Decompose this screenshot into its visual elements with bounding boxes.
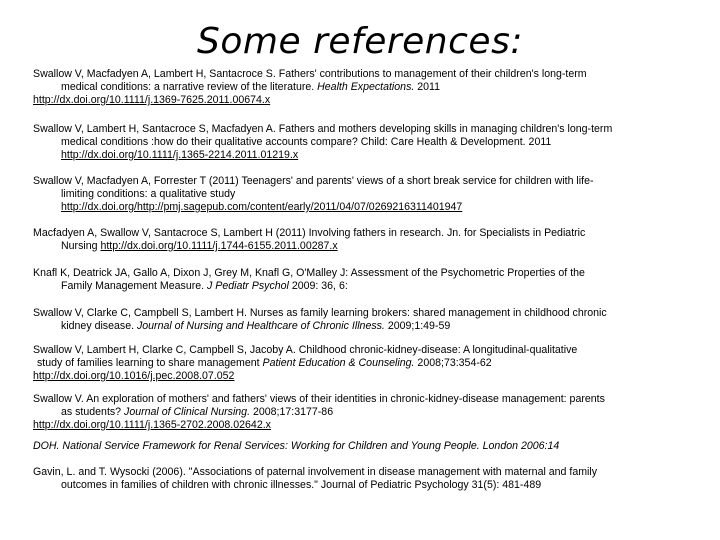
reference-text: Knafl K, Deatrick JA, Gallo A, Dixon J, Grey M, Knafl G, O'Malley J: Assessment of the Psychometric Properties of the — [33, 267, 585, 279]
reference-text-cont: outcomes in families of children with chronic illnesses." Journal of Pediatric Psychology 31(5): 481-489 — [61, 479, 542, 491]
reference-text-cont: Family Management Measure. J Pediatr Psychol 2009: 36, 6: — [61, 280, 348, 292]
reference-item — [33, 344, 577, 383]
reference-text-cont: limiting conditions: a qualitative study — [61, 188, 236, 200]
reference-text: DOH. National Service Framework for Renal Services: Working for Children and Young People. London 2006:14 — [33, 440, 560, 452]
reference-item — [33, 227, 585, 253]
reference-text: Swallow V. An exploration of mothers' and fathers' views of their identities in chronic-kidney-disease management: parents — [33, 393, 605, 405]
reference-doi-link[interactable]: http://dx.doi.org/10.1111/j.1369-7625.2011.00674.x — [33, 94, 271, 106]
journal-name: J Pediatr Psychol — [207, 280, 289, 292]
reference-text: Macfadyen A, Swallow V, Santacroce S, Lambert H (2011) Involving fathers in research. Jn. for Specialists in Pediatric — [33, 227, 586, 239]
reference-item — [33, 175, 593, 214]
reference-text: Swallow V, Macfadyen A, Forrester T (2011) Teenagers' and parents' views of a short break service for children with life- — [33, 175, 594, 187]
reference-item — [33, 68, 587, 107]
reference-text-cont: Nursing http://dx.doi.org/10.1111/j.1744-6155.2011.00287.x — [61, 240, 338, 252]
reference-text-cont: study of families learning to share management Patient Education & Counseling. 2008;73:354-62 — [37, 357, 492, 369]
reference-doi-link[interactable]: http://dx.doi.org/http://pmj.sagepub.com/content/early/2011/04/07/0269216311401947 — [61, 201, 463, 213]
reference-item — [33, 267, 585, 293]
reference-item — [33, 440, 559, 453]
journal-name: Journal of Clinical Nursing. — [124, 406, 251, 418]
reference-text: Swallow V, Lambert H, Clarke C, Campbell S, Jacoby A. Childhood chronic-kidney-disease: A longitudinal-qualitative — [33, 344, 578, 356]
reference-text-cont: as students? Journal of Clinical Nursing. 2008;17:3177-86 — [61, 406, 334, 418]
reference-text: Swallow V, Clarke C, Campbell S, Lambert H. Nurses as family learning brokers: shared management in childhood chronic — [33, 307, 607, 319]
reference-doi-link[interactable]: http://dx.doi.org/10.1111/j.1365-2214.2011.01219.x — [61, 149, 299, 161]
reference-doi-link[interactable]: http://dx.doi.org/10.1111/j.1365-2702.2008.02642.x — [33, 419, 271, 431]
journal-name: Journal of Nursing and Healthcare of Chronic Illness. — [136, 320, 385, 332]
reference-text: Swallow V, Macfadyen A, Lambert H, Santacroce S. Fathers' contributions to management of their children's long-term — [33, 68, 587, 80]
journal-name: Health Expectations. — [317, 81, 415, 93]
reference-text: Gavin, L. and T. Wysocki (2006). "Associations of paternal involvement in disease management with maternal and family — [33, 466, 598, 478]
reference-doi-link[interactable]: http://dx.doi.org/10.1016/j.pec.2008.07.052 — [33, 370, 235, 382]
reference-text-cont: medical conditions: a narrative review of the literature. Health Expectations. 2011 — [61, 81, 441, 93]
reference-item — [33, 466, 597, 492]
reference-item — [33, 123, 612, 162]
reference-item — [33, 307, 607, 333]
reference-text-cont: medical conditions :how do their qualitative accounts compare? Child: Care Health & Development. 2011 — [61, 136, 552, 148]
reference-text: Swallow V, Lambert H, Santacroce S, Macfadyen A. Fathers and mothers developing skills in managing children's long-term — [33, 123, 613, 135]
slide-title: Some references: — [197, 21, 523, 62]
journal-name: Patient Education & Counseling. — [262, 357, 415, 369]
reference-doi-link[interactable]: http://dx.doi.org/10.1111/j.1744-6155.2011.00287.x — [100, 240, 338, 252]
reference-text-cont: kidney disease. Journal of Nursing and Healthcare of Chronic Illness. 2009;1:49-59 — [61, 320, 451, 332]
reference-item — [33, 393, 605, 432]
